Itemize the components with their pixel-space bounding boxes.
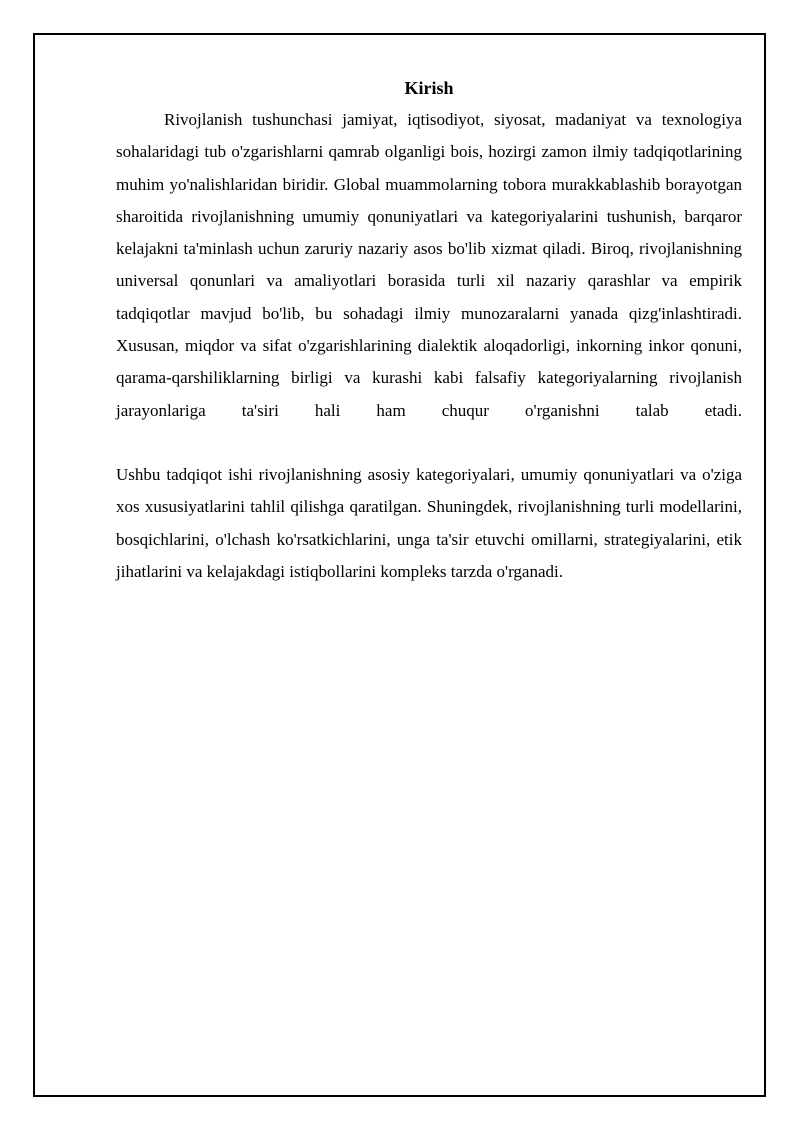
document-title: Kirish — [404, 78, 454, 98]
paragraph-2: Ushbu tadqiqot ishi rivojlanishning asosiy kategoriyalari, umumiy qonuniyatlari va o'ziga xos xususiyatlarini tahlil qilishga qaratilgan. Shuningdek, rivojlanishning turli modellarini, bosqichlarini, o'lchash ko'rsatkichlarini, unga ta'sir etuvchi omillarni, strategiyalarini, etik jihatlarini va kelajakdagi istiqbollarini kompleks tarzda o'rganadi. — [116, 464, 742, 581]
document-body — [116, 74, 742, 588]
paragraph-1: Rivojlanish tushunchasi jamiyat, iqtisodiyot, siyosat, madaniyat va texnologiya sohalaridagi tub o'zgarishlarni qamrab olganligi bois, hozirgi zamon ilmiy tadqiqotlarining muhim yo'nalishlaridan biridir. Global muammolarning tobora murakkablashib borayotgan sharoitida rivojlanishning umumiy qonuniyatlari va kategoriyalarini tushunish, barqaror kelajakni ta'minlash uchun zaruriy nazariy asos bo'lib xizmat qiladi. Biroq, rivojlanishning universal qonunlari va amaliyotlari borasida turli xil nazariy qarashlar va empirik tadqiqotlar mavjud bo'lib, bu sohadagi ilmiy munozaralarni yanada qizg'inlashtiradi. Xususan, miqdor va sifat o'zgarishlarining dialektik aloqadorligi, inkorning inkor qonuni, qarama-qarshiliklarning birligi va kurashi kabi falsafiy kategoriyalarning rivojlanish jarayonlariga ta'siri hali ham chuqur o'rganishni talab etadi. — [116, 110, 742, 420]
paragraph-spacer — [116, 427, 742, 459]
